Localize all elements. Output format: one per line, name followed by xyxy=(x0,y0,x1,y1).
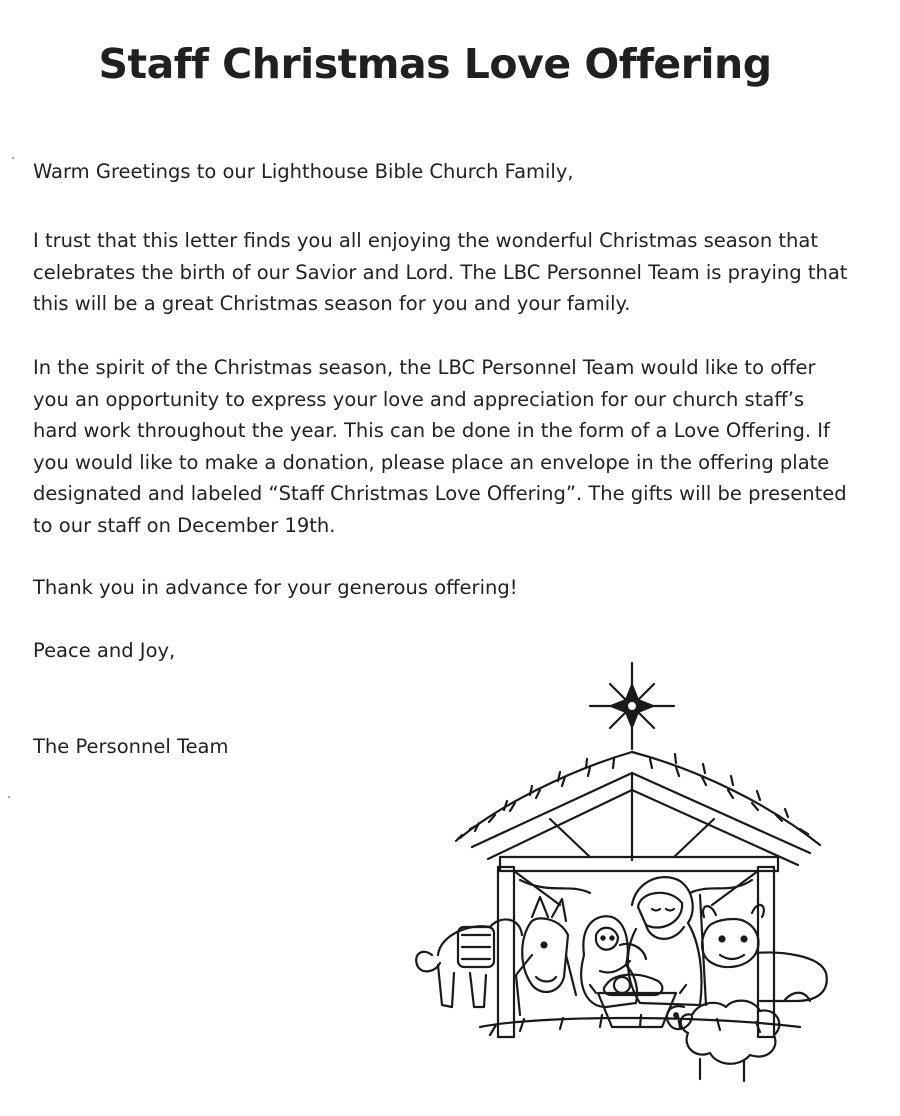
ox-icon xyxy=(702,905,827,1001)
star-icon xyxy=(590,663,674,749)
scan-speck xyxy=(8,796,10,798)
signature-line: The Personnel Team xyxy=(33,735,229,758)
page-title: Staff Christmas Love Offering xyxy=(98,40,772,88)
thanks-line: Thank you in advance for your generous offering! xyxy=(33,576,518,599)
scan-speck xyxy=(12,157,14,159)
donkey-head-icon xyxy=(516,897,576,1015)
body-paragraph-1: I trust that this letter finds you all enjoying the wonderful Christmas season that celebrates the birth of our Savior and Lord. The LBC Personnel Team is praying that this will be a great Christmas season for you and your family. xyxy=(33,229,848,315)
hay-floor xyxy=(480,1015,800,1035)
sheep-icon xyxy=(667,1001,779,1081)
stable-frame xyxy=(498,819,778,1037)
greeting-line: Warm Greetings to our Lighthouse Bible Church Family, xyxy=(33,160,574,183)
donkey-icon xyxy=(416,919,522,1007)
closing-line: Peace and Joy, xyxy=(33,639,176,662)
body-paragraph-2: In the spirit of the Christmas season, the LBC Personnel Team would like to offer you an opportunity to express your love and appreciation for our church staff’s hard work throughout the year. This can be done in the form of a Love Offering. If you would like to make a donation, please place an envelope in the offering plate designated and labeled “Staff Christmas Love Offering”. The gifts will be presented to our staff on December 19th. xyxy=(33,356,847,537)
nativity-scene-icon xyxy=(400,655,830,1095)
stable-roof xyxy=(456,752,820,865)
